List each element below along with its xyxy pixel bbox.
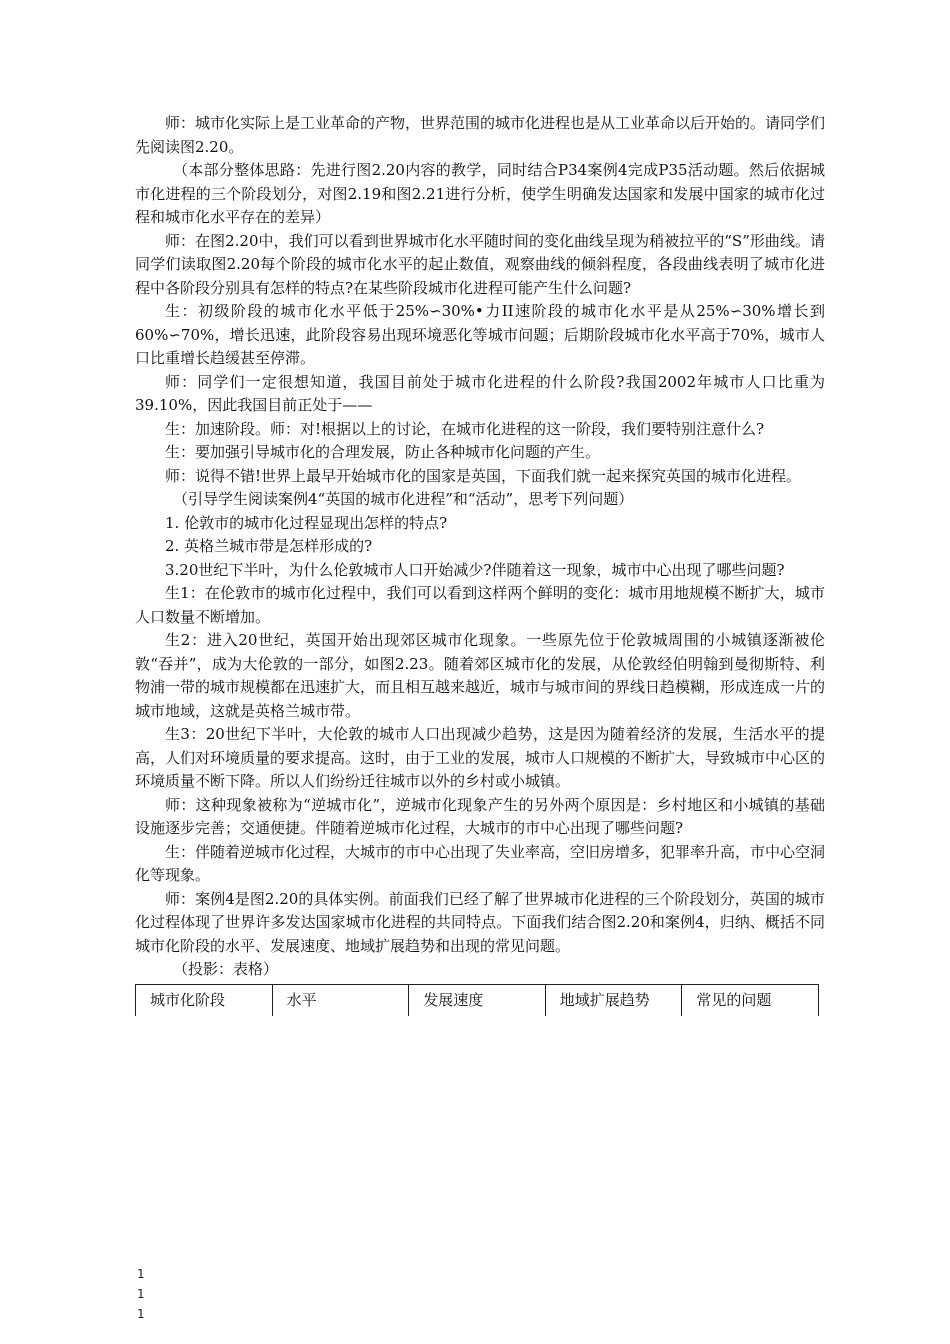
question-item: 2. 英格兰城市带是怎样形成的? (165, 537, 373, 555)
paragraph: 生1：在伦敦市的城市化过程中，我们可以看到这样两个鲜明的变化：城市用地规模不断扩大，城市人口数量不断增加。 (135, 584, 825, 626)
paragraph: 师：在图2.20中，我们可以看到世界城市化水平随时间的变化曲线呈现为稍被拉平的“S”形曲线。请同学们读取图2.20每个阶段的城市化水平的起止数值，观察曲线的倾斜程度，各段曲线表明了城市化进程中各阶段分别具有怎样的特点?在某些阶段城市化进程可能产生什么问题? (135, 231, 825, 297)
question-item: 3.20世纪下半叶，为什么伦敦城市人口开始减少?伴随着这一现象，城市中心出现了哪些问题? (165, 560, 785, 579)
table-header-cell: 水平 (272, 984, 409, 1016)
paragraph: 生3：20世纪下半叶，大伦敦的城市人口出现减少趋势，这是因为随着经济的发展，生活水平的提高，人们对环境质量的要求提高。这时，由于工业的发展，城市人口规模的不断扩大，导致城市中心区的环境质量不断下降。所以人们纷纷迁往城市以外的乡村或小城镇。 (135, 725, 826, 790)
paragraph: 师：城市化实际上是工业革命的产物，世界范围的城市化进程也是从工业革命以后开始的。请同学们先阅读图2.20。 (135, 114, 826, 156)
paragraph: 师：同学们一定很想知道，我国目前处于城市化进程的什么阶段?我国2002年城市人口比重为39.10%，因此我国目前正处于—— (135, 372, 825, 414)
paragraph: 生：初级阶段的城市化水平低于25%∽30%•力II速阶段的城市化水平是从25%∽30%增长到60%∽70%，增长迅速，此阶段容易出现环境恶化等城市问题；后期阶段城市化水平高于70%，城市人口比重增长趋缓甚至停滞。 (135, 302, 825, 367)
footer-mark: 1 (137, 1287, 145, 1301)
table-header-cell: 城市化阶段 (136, 984, 273, 1016)
table-header-cell: 常见的问题 (682, 984, 819, 1016)
paragraph-note: （引导学生阅读案例4“英国的城市化进程”和“活动”，思考下列问题） (173, 490, 634, 508)
document-body (135, 112, 825, 1016)
paragraph: 师：说得不错!世界上最早开始城市化的国家是英国，下面我们就一起来探究英国的城市化进程。 (165, 466, 802, 485)
page-footer (137, 1264, 145, 1324)
paragraph: 生：伴随着逆城市化过程，大城市的市中心出现了失业率高，空旧房增多，犯罪率升高，市中心空洞化等现象。 (135, 842, 826, 884)
table-header-cell: 地域扩展趋势 (545, 984, 682, 1016)
paragraph: 师：案例4是图2.20的具体实例。前面我们已经了解了世界城市化进程的三个阶段划分，英国的城市化过程体现了世界许多发达国家城市化进程的共同特点。下面我们结合图2.20和案例4，归纳、概括不同城市化阶段的水平、发展速度、地域扩展趋势和出现的常见问题。 (135, 889, 825, 955)
footer-mark: 1 (137, 1267, 145, 1281)
paragraph: 生2：进入20世纪，英国开始出现郊区城市化现象。一些原先位于伦敦城周围的小城镇逐渐被伦敦“吞并”，成为大伦敦的一部分，如图2.23。随着郊区城市化的发展，从伦敦经伯明翰到曼彻斯特、利物浦一带的城市规模都在迅速扩大，而且相互越来越近，城市与城市间的界线日趋模糊，形成连成一片的城市地域，这就是英格兰城市带。 (135, 631, 826, 720)
urbanization-stage-table (135, 984, 819, 1017)
paragraph: 师：这种现象被称为“逆城市化”，逆城市化现象产生的另外两个原因是：乡村地区和小城镇的基础设施逐步完善；交通便捷。伴随着逆城市化过程，大城市的市中心出现了哪些问题? (135, 795, 825, 837)
paragraph-note: （本部分整体思路：先进行图2.20内容的教学，同时结合P34案例4完成P35活动题。然后依据城市化进程的三个阶段划分，对图2.19和图2.21进行分析，使学生明确发达国家和发展中国家的城市化过程和城市化水平存在的差异） (135, 161, 825, 226)
paragraph: 生：加速阶段。师：对!根据以上的讨论，在城市化进程的这一阶段，我们要特别注意什么? (165, 419, 765, 438)
footer-mark: 1 (137, 1307, 145, 1321)
question-item: 1. 伦敦市的城市化过程显现出怎样的特点? (165, 513, 448, 532)
projection-label: （投影：表格） (173, 960, 279, 978)
table-header-row (136, 984, 819, 1016)
table-header-cell: 发展速度 (409, 984, 546, 1016)
paragraph: 生：要加强引导城市化的合理发展，防止各种城市化问题的产生。 (165, 443, 601, 461)
